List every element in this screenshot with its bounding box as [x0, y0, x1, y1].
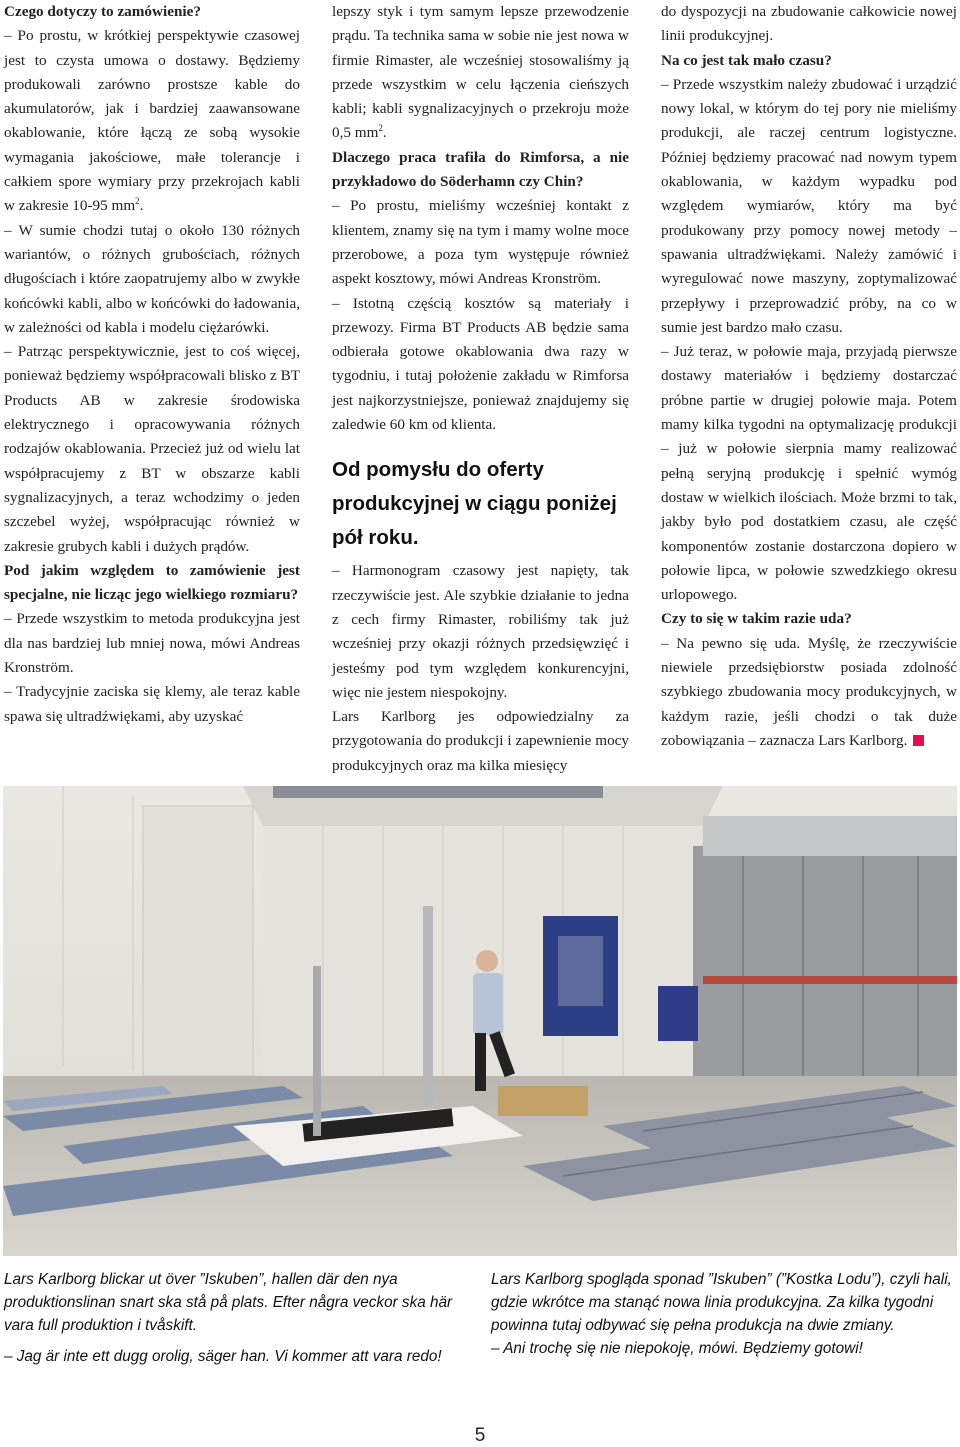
paragraph: – Na pewno się uda. Myślę, że rzeczywiście niewiele przedsiębiorstw posiada zdolność szybkiego zbudowania mocy produkcyjnych, w każdym razie, jeśli chodzi o tak duże zobowiązania – zaznacza Lars Karlborg.: [661, 634, 957, 749]
caption-text: Lars Karlborg spogląda sponad ”Iskuben” (”Kostka Lodu”), czyli hali, gdzie wkrótce ma stanąć nowa linia produkcyjna. Za kilka tygodni powinna tutaj odbywać się pełna produkcja na dwie zmiany.: [491, 1271, 952, 1334]
caption-quote: – Jag är inte ett dugg orolig, säger han. Vi kommer att vara redo!: [4, 1348, 442, 1365]
article-column-2: [332, 0, 629, 778]
paragraph: – Po prostu, mieliśmy wcześniej kontakt z klientem, znamy się na tym i mamy wolne moce przerobowe, a poza tym występuje również aspekt kosztowy, mówi Andreas Kronström.: [332, 197, 629, 288]
caption-text: Lars Karlborg blickar ut över ”Iskuben”, hallen där den nya produktionslinan snart ska stå på plats. Efter några veckor ska här vara full produktion i tvåskift.: [4, 1271, 453, 1334]
paragraph: – Już teraz, w połowie maja, przyjadą pierwsze dostawy materiałów i będziemy dostarczać próbne partie w drugiej połowie maja. Potem mamy kilka tygodni na optymalizację produkcji – już w połowie sierpnia mamy realizować pełną seryjną produkcję i spełnić wymóg dostaw w wielkich ilościach. Może brzmi to tak, jakby było pod dostatkiem czasu, ale część komponentów zostanie dostarczona dopiero w połowie lipca, w połowie szwedzkiego okresu urlopowego.: [661, 343, 957, 604]
caption-quote: – Ani trochę się nie niepokoję, mówi. Będziemy gotowi!: [491, 1340, 863, 1357]
paragraph: – Po prostu, w krótkiej perspektywie czasowej jest to czysta umowa o dostawy. Będziemy produkowali zarówno prostsze kable do akumulatorów, jak i bardziej zaawansowane okablowanie, które łączą ze sobą wysokie wymagania jakościowe, małe tolerancje i całkiem spore wymiary przy przekrojach kabli w zakresie 10-95 $mm^2$.: [4, 27, 300, 215]
paragraph: – Przede wszystkim należy zbudować i urządzić nowy lokal, w którym do tej pory nie mieliśmy produkcji, ale raczej centrum logistyczne. Później będziemy pracować nad nowym typem okablowania, w każdym wypadku pod względem wymiarów, który ma być produkowany przy pomocy nowej metody – spawania ultradźwiękami. Należy zamówić i wyregulować nowe maszyny, zoptymalizować przepływy i przeprowadzić próby, na co w sumie jest bardzo mało czasu.: [661, 75, 957, 336]
question-heading: Czego dotyczy to zamówienie?: [4, 3, 201, 20]
factory-hall-illustration: [3, 786, 957, 1256]
paragraph: – W sumie chodzi tutaj o około 130 różnych wariantów, o różnych grubościach, różnych długościach i które zaopatrujemy albo w zwykłe końcówki kabli, albo w końcówki do ładowania, w zależności od kabla i modelu ciężarówki.: [4, 221, 300, 336]
caption-polish: [491, 1268, 956, 1360]
paragraph: – Patrząc perspektywicznie, jest to coś więcej, ponieważ będziemy współpracowali blisko z BT Products AB w zakresie środowiska elektrycznego i opracowywania różnych rodzajów okablowania. Przecież już od wielu lat współpracujemy z BT w obszarze kabli sygnalizacyjnych, a teraz wchodzimy o jeden szczebel wyżej, współpracując również w zakresie grubych kabli i dużych prądów.: [4, 343, 300, 555]
question-heading: Czy to się w takim razie uda?: [661, 610, 852, 628]
factory-hall-photo: [3, 786, 957, 1256]
caption-swedish: [4, 1268, 474, 1368]
article-column-3: [661, 0, 957, 753]
article-column-1: [4, 0, 300, 729]
paragraph: – Istotną częścią kosztów są materiały i przewozy. Firma BT Products AB będzie sama odbierała gotowe okablowania dwa razy w tygodniu, i tutaj położenie zakładu w Rimforsa jest najkorzystniejsze, ponieważ znajdujemy się zaledwie 60 km od klienta.: [332, 294, 629, 434]
page-number: 5: [474, 1425, 486, 1446]
paragraph: – Tradycyjnie zaciska się klemy, ale teraz kable spawa się ultradźwiękami, aby uzyskać: [4, 683, 300, 725]
section-heading: Od pomysłu do oferty produkcyjnej w ciągu poniżej pół roku.: [332, 458, 617, 550]
question-heading: Pod jakim względem to zamówienie jest specjalne, nie licząc jego wielkiego rozmiaru?: [4, 561, 300, 604]
paragraph: – Harmonogram czasowy jest napięty, tak rzeczywiście jest. Ale szybkie działanie to jedna z cech firmy Rimaster, robiliśmy tak już wcześniej przy okazji różnych przedsięwzięć i jesteśmy pod tym względem konkurencyjni, więc nie jestem niespokojny.: [332, 562, 629, 701]
question-heading: Na co jest tak mało czasu?: [661, 51, 832, 69]
paragraph: do dyspozycji na zbudowanie całkowicie nowej linii produkcyjnej.: [661, 3, 957, 45]
paragraph: – Przede wszystkim to metoda produkcyjna jest dla nas bardziej lub mniej nowa, mówi Andreas Kronström.: [4, 610, 300, 677]
paragraph: Lars Karlborg jes odpowiedzialny za przygotowania do produkcji i zapewnienie mocy produkcyjnych oraz ma kilka miesięcy: [332, 708, 629, 774]
paragraph: lepszy styk i tym samym lepsze przewodzenie prądu. Ta technika sama w sobie nie jest nowa w firmie Rimaster, ale wcześniej stosowaliśmy ją przede wszystkim w celu łączenia cieńszych kabli; kabli sygnalizacyjnych o przekroju może 0,5 $mm^2$.: [332, 3, 629, 142]
question-heading: Dlaczego praca trafiła do Rimforsa, a nie przykładowo do Söderhamn czy Chin?: [332, 148, 629, 191]
end-of-article-mark: [913, 735, 924, 746]
